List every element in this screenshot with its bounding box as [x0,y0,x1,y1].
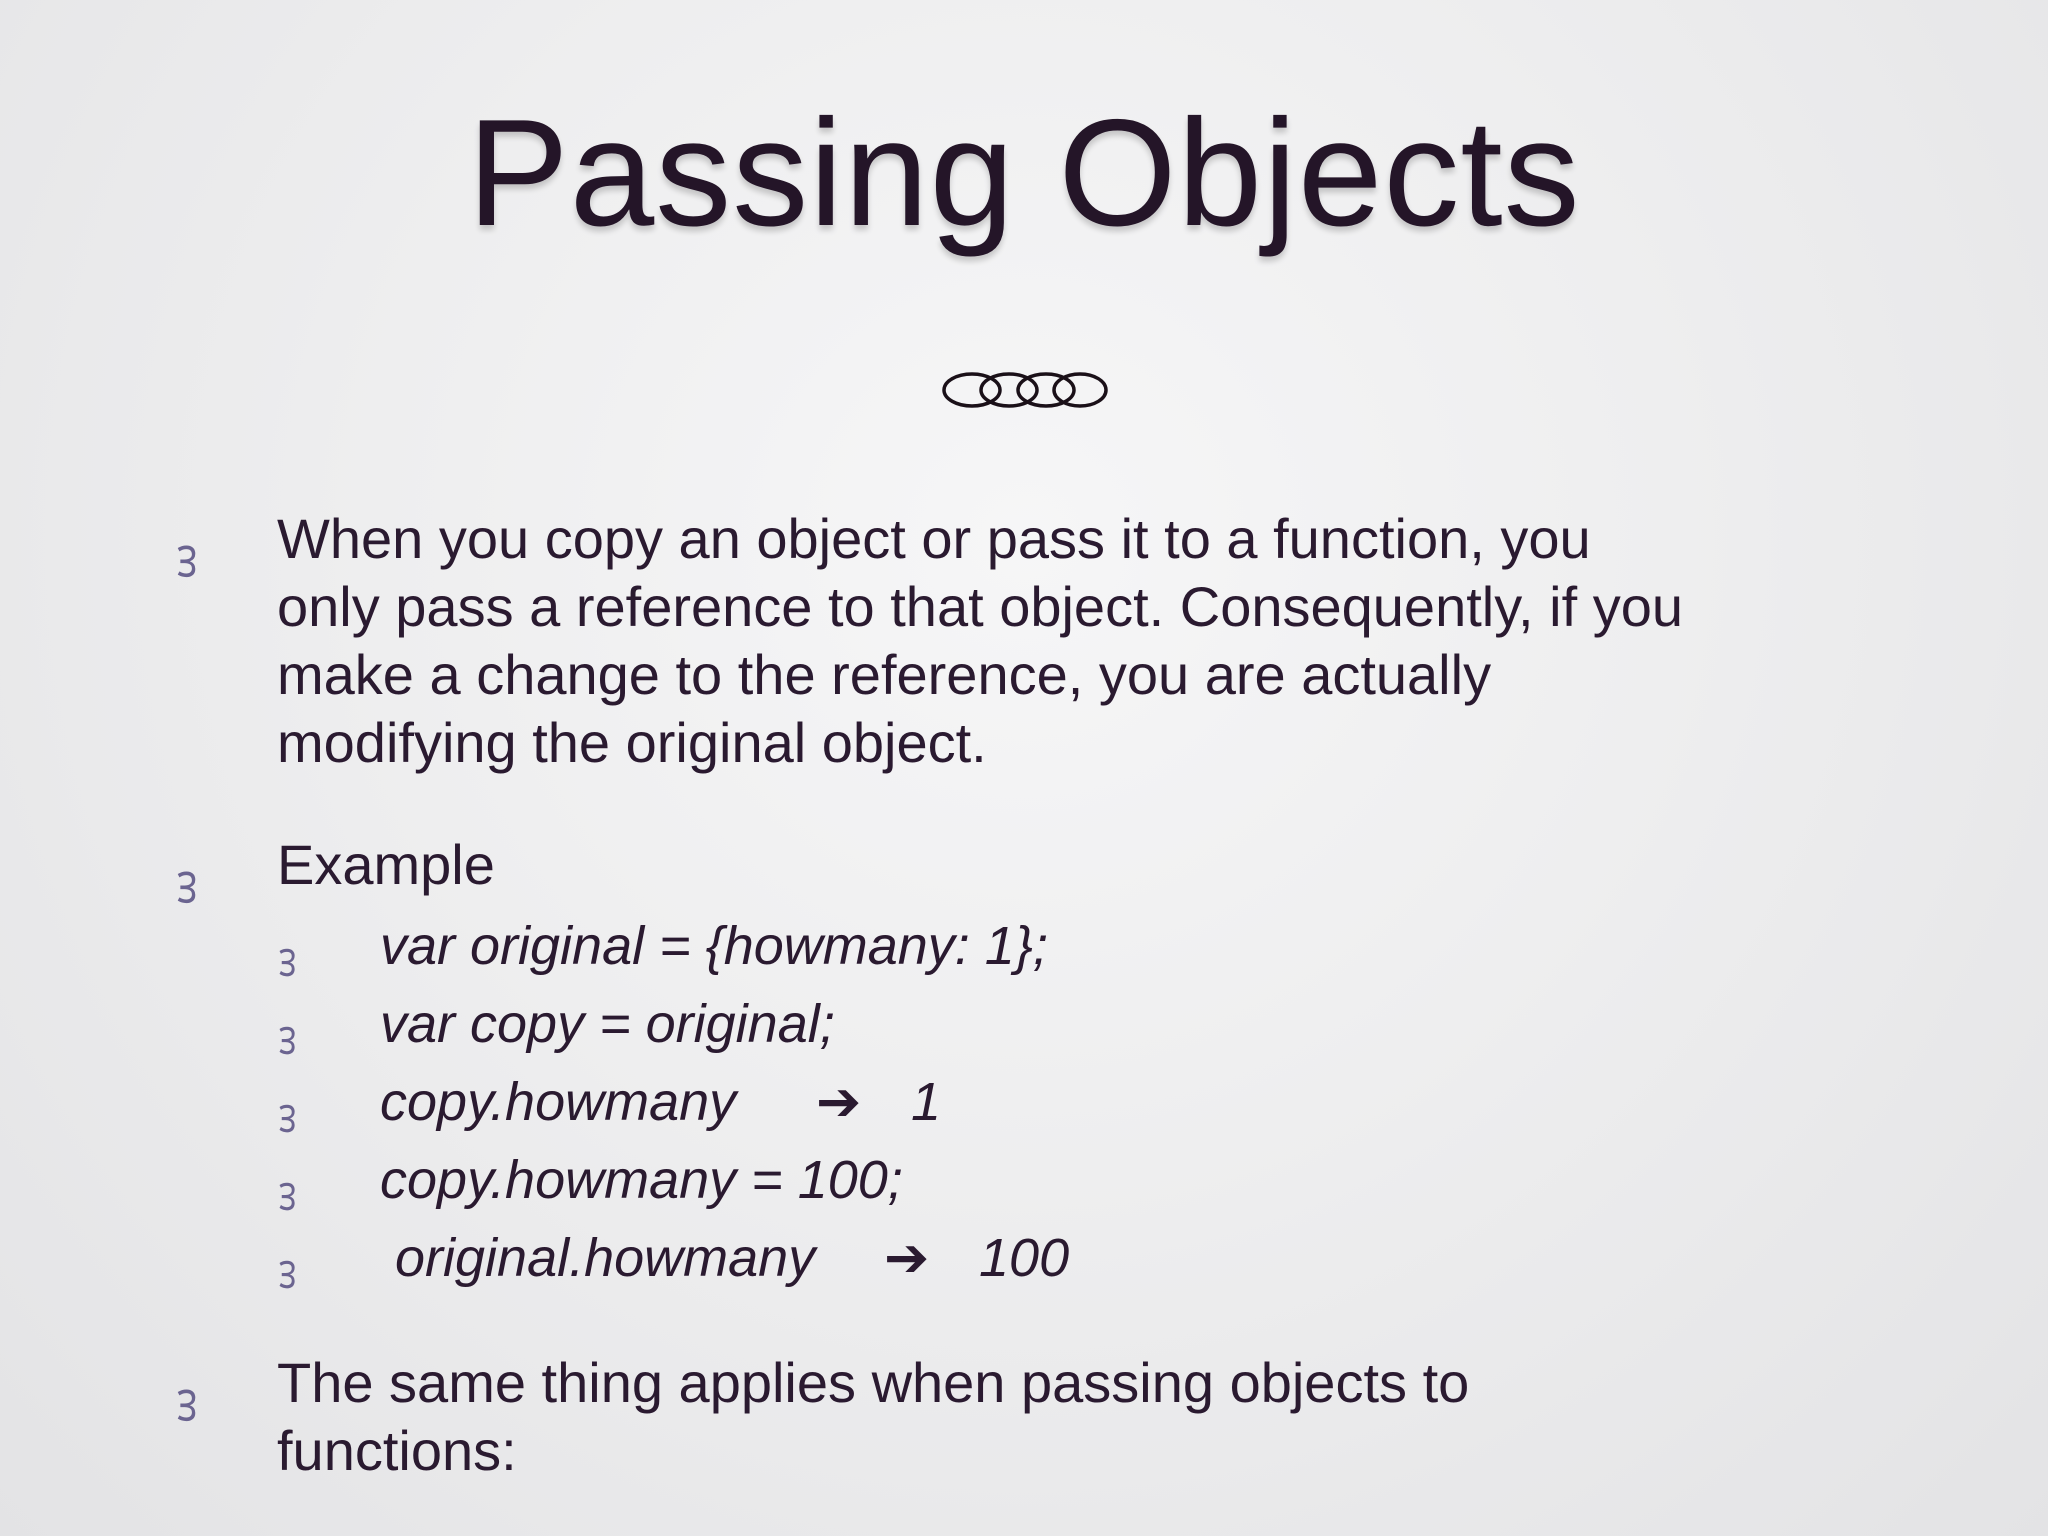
arrow-right-icon: ➔ [884,1226,930,1289]
curl-bullet-icon: ᢃ [278,1255,297,1299]
code-result: 1 [911,1072,942,1132]
code-line: var original = {howmany: 1}; [380,916,1048,976]
bullet-text-line: The same thing applies when passing objects to [277,1351,1470,1414]
curl-bullet-icon: ᢃ [278,943,297,987]
curl-bullet-icon: ᢃ [176,539,198,590]
curl-bullet-icon: ᢃ [278,1177,297,1221]
slide-title: Passing Objects [467,88,1581,258]
bullet-text-line: When you copy an object or pass it to a function, you [277,507,1591,570]
bullet-text-line: functions: [277,1419,517,1482]
curl-bullet-icon: ᢃ [176,1383,198,1434]
arrow-right-icon: ➔ [816,1070,862,1133]
code-result: 100 [979,1228,1070,1288]
code-line: copy.howmany = 100; [380,1150,903,1210]
bullet-text-line: modifying the original object. [277,711,987,774]
bullet-text-line: make a change to the reference, you are actually [277,643,1492,706]
code-expression: original.howmany [380,1228,816,1288]
curl-bullet-icon: ᢃ [278,1099,297,1143]
code-line: var copy = original; [380,994,835,1054]
bullet-text-line: Example [277,833,495,896]
bullet-text-line: only pass a reference to that object. Consequently, if you [277,575,1684,638]
code-expression: copy.howmany [380,1072,737,1132]
curl-bullet-icon: ᢃ [176,865,198,916]
curl-bullet-icon: ᢃ [278,1021,297,1065]
